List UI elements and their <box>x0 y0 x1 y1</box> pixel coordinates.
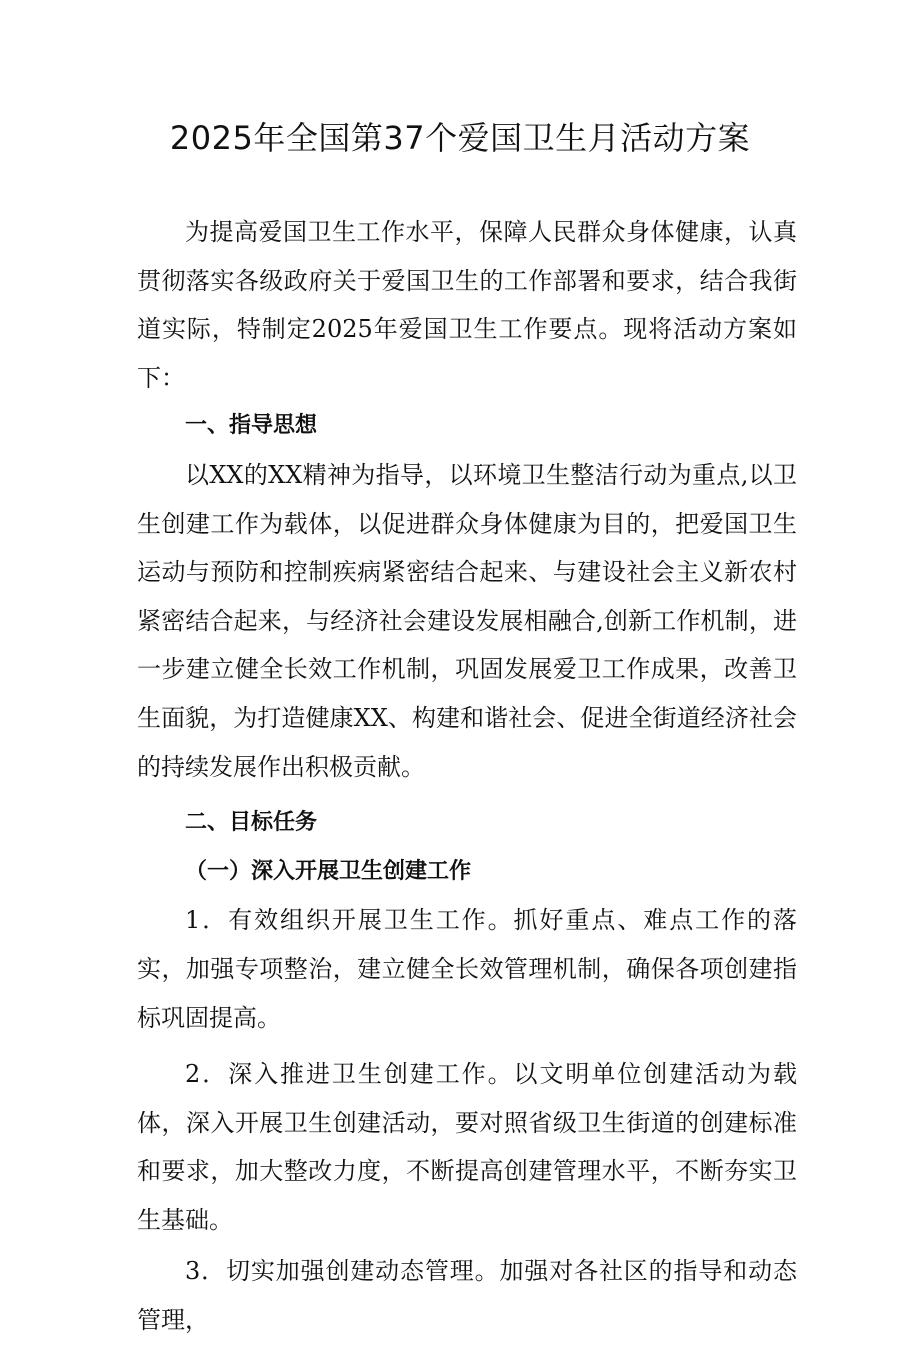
intro-paragraph: 为提高爱国卫生工作水平，保障人民群众身体健康，认真贯彻落实各级政府关于爱国卫生的工作部署和要求，结合我街道实际，特制定2025年爱国卫生工作要点。现将活动方案如下： <box>137 218 797 392</box>
document-title: 2025年全国第37个爱国卫生月活动方案 <box>169 119 751 157</box>
list-item-2: 2．深入推进卫生创建工作。以文明单位创建活动为载体，深入开展卫生创建活动，要对照省级卫生街道的创建标准和要求，加大整改力度，不断提高创建管理水平，不断夯实卫生基础。 <box>137 1060 797 1234</box>
list-item-1: 1．有效组织开展卫生工作。抓好重点、难点工作的落实，加强专项整治，建立健全长效管理机制，确保各项创建指标巩固提高。 <box>137 906 797 1032</box>
section-heading-guiding-ideology: 一、指导思想 <box>185 413 318 439</box>
document-body <box>137 208 797 1345</box>
section-heading-goals-tasks: 二、目标任务 <box>185 810 318 836</box>
subsection-heading-health-creation: （一）深入开展卫生创建工作 <box>185 858 472 884</box>
guiding-ideology-paragraph: 以XX的XX精神为指导，以环境卫生整洁行动为重点,以卫生创建工作为载体，以促进群众身体健康为目的，把爱国卫生运动与预防和控制疾病紧密结合起来、与建设社会主义新农村紧密结合起来，与经济社会建设发展相融合,创新工作机制，进一步建立健全长效工作机制，巩固发展爱卫工作成果，改善卫生面貌，为打造健康XX、构建和谐社会、促进全街道经济社会的持续发展作出积极贡献。 <box>137 460 797 781</box>
list-item-3: 3．切实加强创建动态管理。加强对各社区的指导和动态管理， <box>137 1257 797 1335</box>
